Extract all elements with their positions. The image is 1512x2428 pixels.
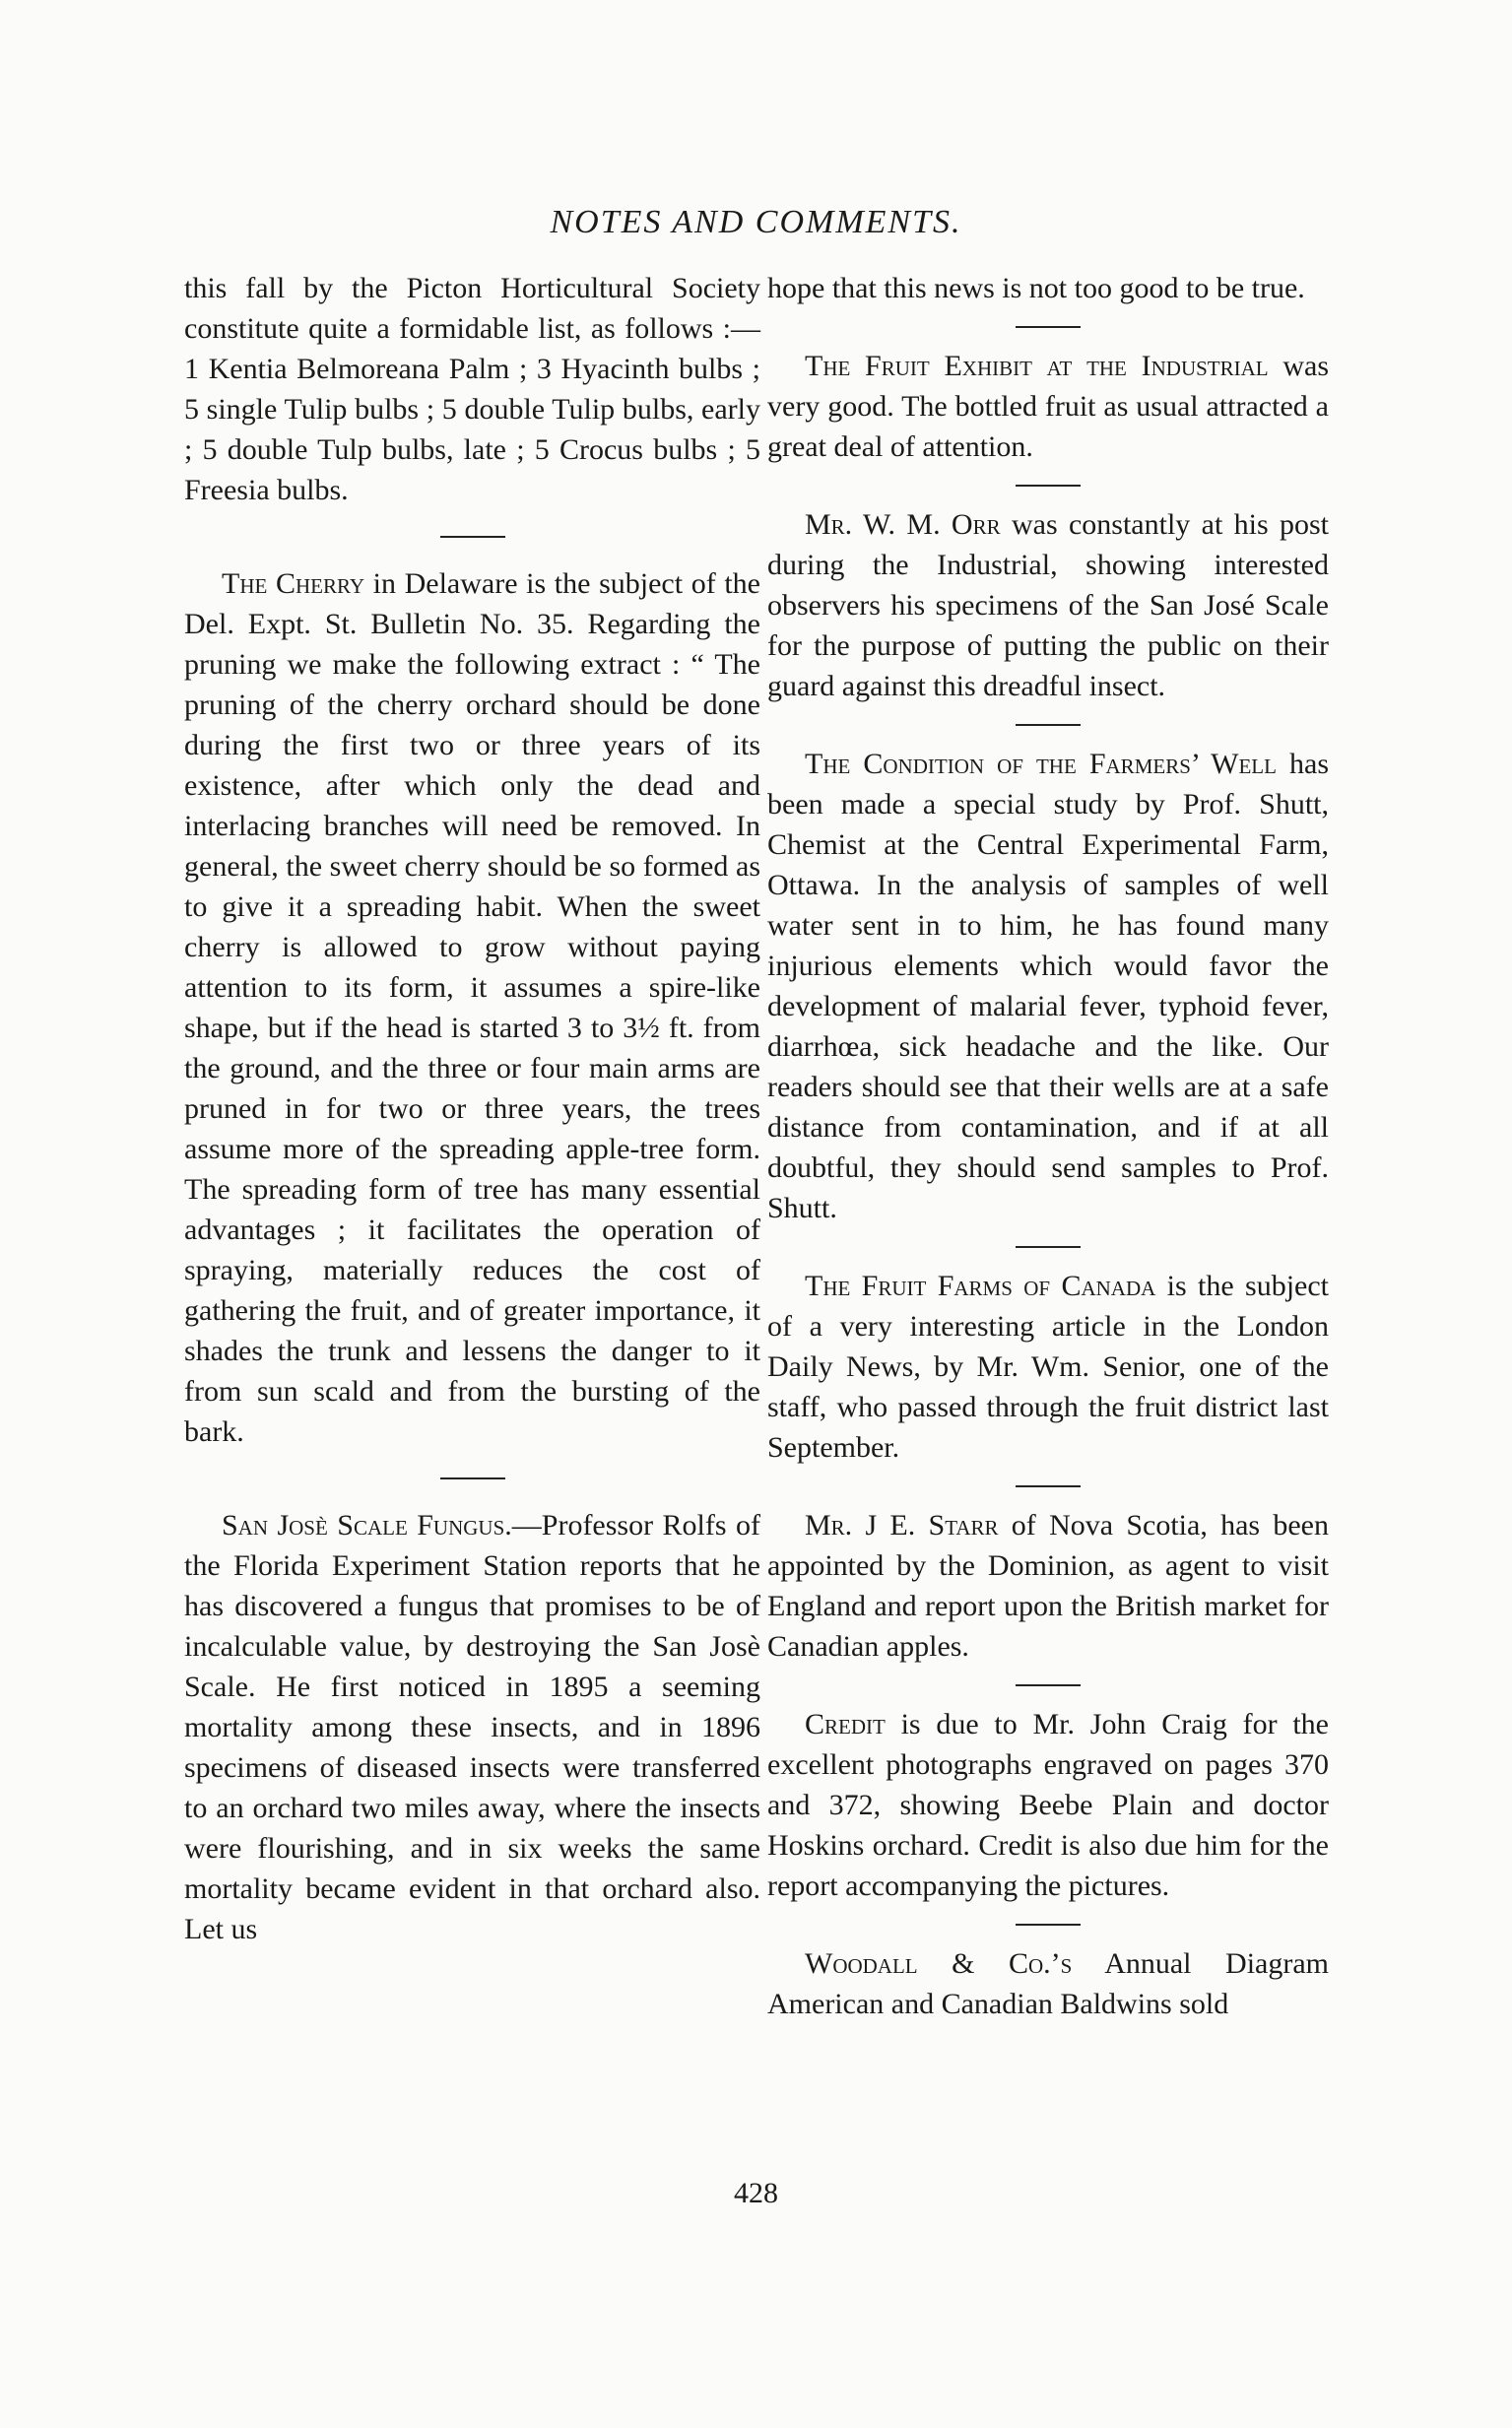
paragraph-lead: The Cherry xyxy=(222,567,364,600)
paragraph-bulb-list: this fall by the Picton Horticultural Society constitute quite a formidable list, as follows :—1 Kentia Belmoreana Palm ; 3 Hyacinth bulbs ; 5 single Tulip bulbs ; 5 double Tulip bulbs, early ; 5 double Tulp bulbs, late ; 5 Crocus bulbs ; 5 Freesia bulbs. xyxy=(184,272,760,506)
section-divider xyxy=(1016,326,1081,328)
paragraph-cherry xyxy=(184,563,760,1452)
section-divider xyxy=(1016,1924,1081,1926)
paragraph-continuation: hope that this news is not too good to be true. xyxy=(767,272,1305,304)
paragraph-body: —Professor Rolfs of the Florida Experiment Station reports that he has discovered a fungus that promises to be of incalculable value, by destroying the San Josè Scale. He first noticed in 1895 a seeming mortality among these insects, and in 1896 specimens of diseased insects were transferred to an orchard two miles away, where the insects were flourishing, and in six weeks the same mortality became evident in that orchard also. Let us xyxy=(184,1509,760,1945)
paragraph-woodall xyxy=(767,1943,1329,2024)
section-divider xyxy=(1016,1684,1081,1686)
section-divider xyxy=(440,536,505,538)
paragraph-body: was constantly at his post during the Industrial, showing interested observers his specimens of the San José Scale for the purpose of putting the public on their guard against this dreadful insect. xyxy=(767,508,1329,702)
paragraph-lead: The Fruit Farms of Canada xyxy=(805,1270,1156,1302)
paragraph-body: is the subject of a very interesting article in the London Daily News, by Mr. Wm. Senior, one of the staff, who passed through the fruit district last September. xyxy=(767,1270,1330,1464)
paragraph-fruit-farms xyxy=(767,1266,1329,1468)
paragraph-body: in Delaware is the subject of the Del. Expt. St. Bulletin No. 35. Regarding the pruning we make the following extract : “ The pruning of the cherry orchard should be done during the first two or three years of its existence, after which only the dead and interlacing branches will need be removed. In general, the sweet cherry should be so formed as to give it a spreading habit. When the sweet cherry is allowed to grow without paying attention to its form, it assumes a spire-like shape, but if the head is started 3 to 3½ ft. from the ground, and the three or four main arms are pruned in for two or three years, the trees assume more of the spreading apple-tree form. The spreading form of tree has many essential advantages ; it facilitates the operation of spraying, materially reduces the cost of gathering the fruit, and of greater importance, it shades the trunk and lessens the danger to it from sun scald and from the bursting of the bark. xyxy=(184,567,760,1448)
paragraph-wells xyxy=(767,744,1329,1228)
left-column xyxy=(184,268,760,1949)
paragraph-lead: San Josè Scale Fungus. xyxy=(222,1509,512,1542)
right-column xyxy=(767,268,1329,2024)
paragraph-body: is due to Mr. John Craig for the excellent photographs engraved on pages 370 and 372, showing Beebe Plain and doctor Hoskins orchard. Credit is also due him for the report accompanying the pictures. xyxy=(767,1708,1329,1902)
section-divider xyxy=(1016,1246,1081,1248)
paragraph-body: Annual Diagram American and Canadian Baldwins sold xyxy=(767,1947,1329,2020)
section-divider xyxy=(1016,485,1081,487)
paragraph-lead: The Condition of the Farmers’ Well xyxy=(805,748,1277,780)
paragraph-lead: Mr. J E. Starr xyxy=(805,1509,999,1542)
section-divider xyxy=(1016,1485,1081,1487)
section-divider xyxy=(440,1477,505,1479)
section-divider xyxy=(1016,724,1081,726)
paragraph-lead: Credit xyxy=(805,1708,886,1740)
paragraph-scale-fungus xyxy=(184,1505,760,1949)
paragraph-body: was very good. The bottled fruit as usual attracted a great deal of attention. xyxy=(767,350,1329,463)
running-header: NOTES AND COMMENTS. xyxy=(550,204,962,240)
paragraph-lead: Woodall & Co.’s xyxy=(805,1947,1073,1980)
paragraph-lead: The Fruit Exhibit at the Industrial xyxy=(805,350,1269,382)
paragraph-starr xyxy=(767,1505,1329,1667)
paragraph-fruit-exhibit xyxy=(767,346,1329,467)
page-number: 428 xyxy=(734,2177,778,2209)
paragraph-lead: Mr. W. M. Orr xyxy=(805,508,1001,541)
paragraph-body: has been made a special study by Prof. Shutt, Chemist at the Central Experimental Farm, Ottawa. In the analysis of samples of well water sent in to him, he has found many injurious elements which would favor the development of malarial fever, typhoid fever, diarrhœa, sick headache and the like. Our readers should see that their wells are at a safe distance from contamination, and if at all doubtful, they should send samples to Prof. Shutt. xyxy=(767,748,1329,1224)
paragraph-body: of Nova Scotia, has been appointed by the Dominion, as agent to visit England and report upon the British market for Canadian apples. xyxy=(767,1509,1329,1663)
paragraph-credit xyxy=(767,1704,1329,1906)
paragraph-orr xyxy=(767,504,1329,706)
